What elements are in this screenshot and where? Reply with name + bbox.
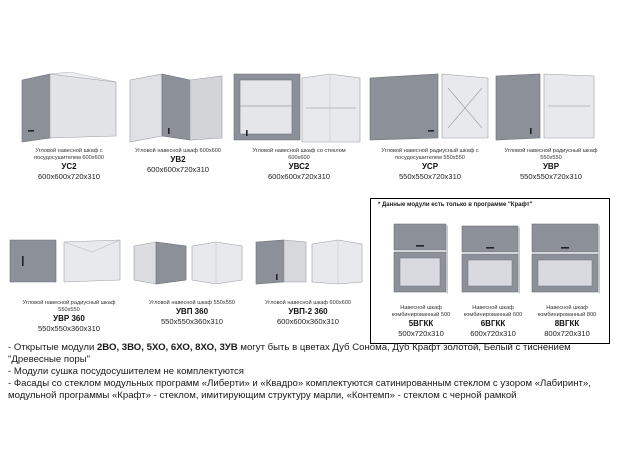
model-code: 6ВГКК — [480, 319, 506, 328]
model-code: УВ2 — [170, 155, 186, 164]
model-code: УС2 — [61, 162, 77, 171]
caption-5vgkk — [384, 305, 458, 338]
caption-usr — [372, 148, 488, 181]
caption-uvs2 — [244, 148, 354, 181]
dimensions: 550x550x720x310 — [519, 172, 583, 181]
model-code: УВП-2 360 — [288, 307, 328, 316]
dimensions: 600x720x310 — [470, 329, 516, 338]
cabinet-image-uvp2-360 — [254, 238, 364, 286]
caption-text: Угловой навесной шкаф 600x600 — [264, 300, 352, 306]
caption-text: Угловой навесной шкаф с посудосушителем 600x600 — [34, 148, 104, 161]
dimensions: 600x600x720x310 — [146, 165, 210, 174]
cabinet-image-usr — [368, 72, 490, 144]
model-code: УВП 360 — [175, 307, 209, 316]
dimensions: 600x600x720x310 — [37, 172, 101, 181]
model-code: УВР 360 — [53, 314, 85, 323]
caption-us2 — [14, 148, 124, 181]
cabinet-image-5vgkk — [392, 222, 450, 298]
caption-uv2 — [128, 148, 228, 174]
dimensions: 550x550x720x310 — [398, 172, 462, 181]
dimensions: 500x720x310 — [398, 329, 444, 338]
dimensions: 800x720x310 — [544, 329, 590, 338]
cabinet-image-uvs2 — [232, 72, 302, 144]
caption-text: Угловой навесной радиусный шкаф с посудосушителем 550x550 — [381, 148, 479, 161]
caption-text: Угловой навесной шкаф 600x600 — [134, 148, 222, 154]
notes — [8, 342, 620, 402]
model-code: УСР — [421, 162, 439, 171]
cabinet-image-us2 — [20, 72, 118, 144]
model-code: УВС2 — [288, 162, 310, 171]
cabinet-image-uvr — [494, 72, 596, 144]
cabinet-image-8vgkk — [530, 222, 602, 298]
dimensions: 550x550x360x310 — [37, 324, 101, 333]
kraft-title: * Данные модули есть только в программе "Крафт" — [378, 202, 533, 208]
cabinet-image-uvp360 — [130, 238, 246, 286]
note-glass: - Фасады со стеклом модульных программ «Либерти» и «Квадро» комплектуются сатинированным стеклом с узором «Лабиринт», модульной программы «Крафт» - стеклом, имитирующим структуру марли, «Контемп» - стеклом с черной рамкой — [8, 378, 591, 401]
cabinet-image-uv2 — [128, 72, 226, 144]
caption-text: Угловой навесной шкаф со стеклом 600x600 — [252, 148, 346, 161]
model-code: 5ВГКК — [408, 319, 434, 328]
caption-text: Угловой навесной шкаф 550x550 — [148, 300, 236, 306]
cabinet-image-uvr360 — [8, 238, 124, 286]
caption-6vgkk — [456, 305, 530, 338]
model-code: УВР — [542, 162, 560, 171]
caption-uvr360 — [14, 300, 124, 333]
caption-uvp2-360 — [256, 300, 360, 326]
dimensions: 600x600x360x310 — [276, 317, 340, 326]
open-module-codes: 2ВО, 3ВО, 5ХО, 6ХО, 8ХО, 3УВ — [96, 342, 238, 353]
dimensions: 550x550x360x310 — [160, 317, 224, 326]
caption-text: Угловой навесной радиусный шкаф 550x550 — [504, 148, 598, 161]
caption-text: Угловой навесной радиусный шкаф 550x550 — [22, 300, 116, 313]
note-dryer: - Модули сушка посудосушителем не комплектуются — [8, 366, 245, 377]
caption-uvr — [496, 148, 606, 181]
dimensions: 600x600x720x310 — [267, 172, 331, 181]
cabinet-image-6vgkk — [460, 224, 522, 298]
model-code: 8ВГКК — [554, 319, 580, 328]
cabinet-image-uvs2-open — [300, 72, 362, 144]
note-open-modules: - Открытые модули 2ВО, 3ВО, 5ХО, 6ХО, 8ХО, 3УВ могут быть в цветах Дуб Сонома, Дуб Крафт золотой, Белый с тиснением "Древесные поры" — [8, 342, 571, 365]
caption-uvp360 — [140, 300, 244, 326]
caption-text: Навесной шкаф комбинированный 800 — [537, 305, 597, 318]
caption-8vgkk — [530, 305, 604, 338]
caption-text: Навесной шкаф комбинированный 500 — [391, 305, 451, 318]
caption-text: Навесной шкаф комбинированный 600 — [463, 305, 523, 318]
